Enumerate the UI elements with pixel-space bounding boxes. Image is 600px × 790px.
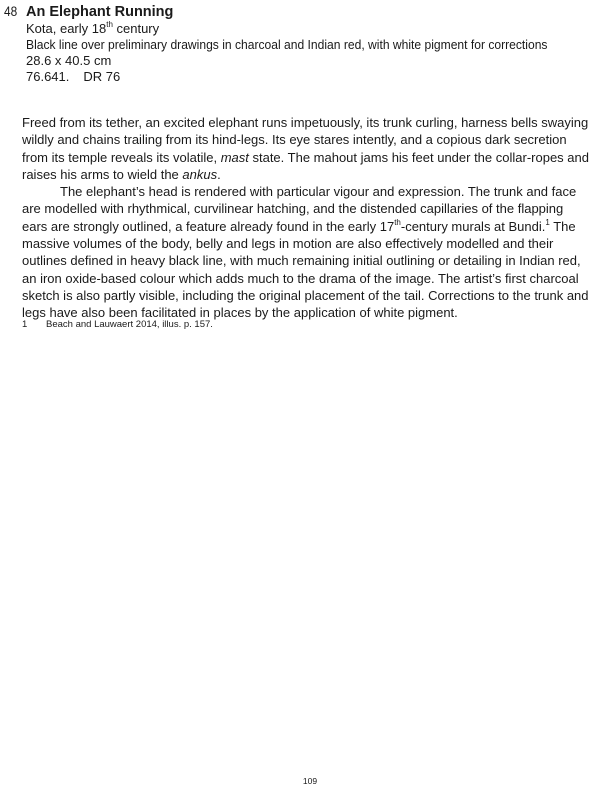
text-run: raises his arms to wield the [22,166,183,182]
italic-term: mast [220,149,249,165]
entry-body-text [22,114,598,322]
italic-term: ankus [182,166,218,182]
century-text: century [112,21,160,36]
text-line: The elephant’s head is rendered with particular vigour and expression. The trunk and face [60,184,577,200]
entry-title: An Elephant Running [26,4,174,20]
text-run: -century murals at Bundi. [400,218,546,234]
text-run: from its temple reveals its volatile, [22,149,221,165]
text-line: legs have also been facilitated in places by the application of white pigment. [22,305,458,321]
text-run: . [217,166,221,182]
footnote-marker[interactable]: 1 [545,217,550,227]
accession-number: 76.641. [26,69,70,84]
ordinal-suffix: th [106,20,113,29]
text-run: state. The mahout jams his feet under the collar-ropes and [248,149,589,165]
text-line: sketch is also partly visible, including the original placement of the tail. Corrections to the trunk and [22,287,589,303]
text-line: massive volumes of the body, belly and legs in motion are also effectively modelled and their [22,236,554,252]
footnote-text: Beach and Lauwaert 2014, illus. p. 157. [46,319,213,330]
ordinal-suffix: th [394,217,401,227]
text-line: outlines defined in heavy black line, with much remaining initial outlining or detailing in Indian red, [22,253,581,269]
paragraph-1 [22,114,598,183]
entry-medium [26,37,598,53]
footnote-number: 1 [22,319,28,330]
entry-dimensions: 28.6 x 40.5 cm [26,53,112,68]
text-run: The [549,218,576,234]
catalogue-number: 48 [4,4,18,19]
entry-school-date [26,21,598,37]
school-date-text: Kota, early 18 [26,21,107,36]
text-line: an iron oxide-based colour which adds much to the drama of the image. The artist’s first charcoal [22,270,579,286]
entry-accession-line [26,69,598,85]
text-line: wildly and chains trailing from its hind-legs. Its eye stares intently, and a copious dark secretion [22,132,567,148]
text-line [22,166,598,183]
page-number: 109 [302,776,318,786]
text-line [22,149,598,166]
drawing-reference: DR 76 [83,69,121,84]
medium-text: Black line over preliminary drawings in charcoal and Indian red, with white pigment for corrections [26,37,548,52]
entry-metadata [26,3,598,85]
text-line: are modelled with rhythmical, curvilinear hatching, and the distended capillaries of the flapping [22,201,564,217]
text-line: Freed from its tether, an excited elephant runs impetuously, its trunk curling, harness bells swaying [22,115,589,130]
text-line [22,218,598,235]
paragraph-2 [22,183,598,321]
footnote [22,319,213,331]
text-run: ears are strongly outlined, a feature already found in the early 17 [22,218,395,234]
